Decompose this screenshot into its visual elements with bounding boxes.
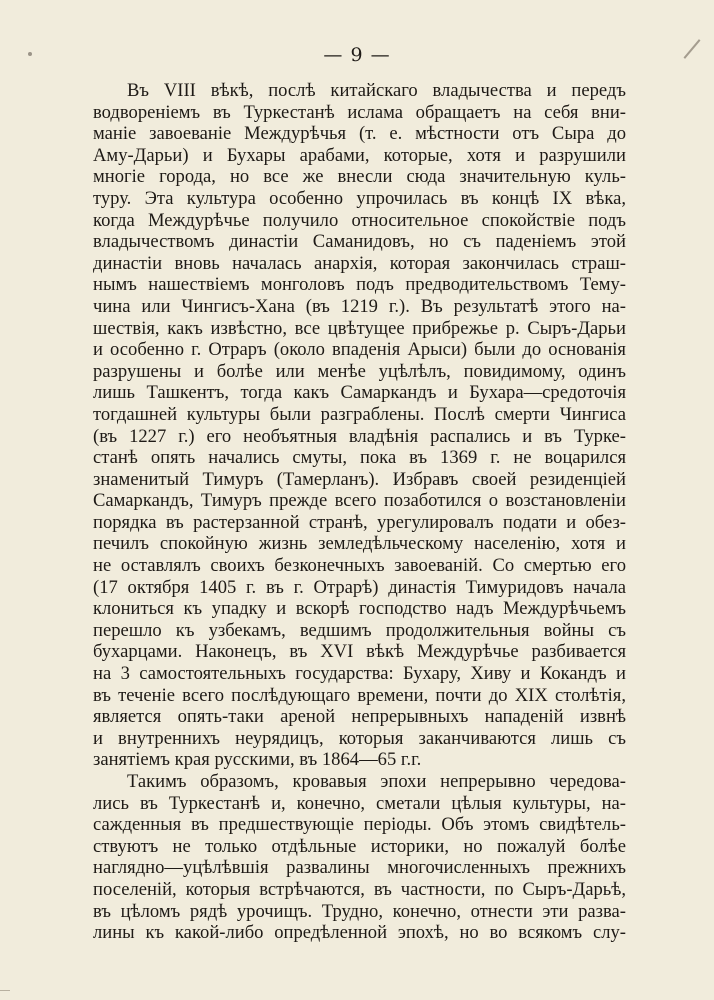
text-line: печилъ спокойную жизнь земледѣльческому населенію, хотя и (93, 533, 626, 555)
text-line: поселеній, которыя встрѣчаются, въ частности, по Сыръ-Дарьѣ, (93, 878, 626, 900)
text-line: на 3 самостоятельныхъ государства: Бухару, Хиву и Кокандъ и (93, 663, 626, 685)
text-line: и особенно г. Отраръ (около впаденія Арыси) были до основанія (93, 339, 626, 361)
body-text (93, 80, 626, 944)
text-line: когда Междурѣчье получило относительное спокойствіе подъ (93, 209, 626, 231)
text-line: Самаркандъ, Тимуръ прежде всего позаботился о возстановленіи (93, 490, 626, 512)
text-line: (17 октября 1405 г. въ г. Отрарѣ) династія Тимуридовъ начала (93, 576, 626, 598)
text-line: знаменитый Тимуръ (Тамерланъ). Избравъ своей резиденціей (93, 468, 626, 490)
page-number: — 9 — (323, 44, 391, 66)
text-line: многіе города, но все же внесли сюда значительную куль- (93, 166, 626, 188)
text-line: чина или Чингисъ-Хана (въ 1219 г.). Въ результатѣ этого на- (93, 295, 626, 317)
paragraph (93, 80, 626, 771)
text-line: перешло къ узбекамъ, ведшимъ продолжительныя войны съ (93, 619, 626, 641)
text-line: нымъ нашествіемъ монголовъ подъ предводительствомъ Тему- (93, 274, 626, 296)
paragraph (93, 771, 626, 944)
text-line: занятіемъ края русскими, въ 1864—65 г.г. (93, 749, 422, 771)
text-line: Аму-Дарьи) и Бухары арабами, которые, хотя и разрушили (93, 144, 626, 166)
text-line: династіи вновь началась анархія, которая закончилась страш- (93, 252, 626, 274)
text-line: шествія, какъ извѣстно, все цвѣтущее прибрежье р. Сыръ-Дарьи (93, 317, 626, 339)
text-line: (въ 1227 г.) его необъятныя владѣнія распались и въ Турке- (93, 425, 626, 447)
text-line: лишь Ташкентъ, тогда какъ Самаркандъ и Бухара—средоточія (93, 382, 626, 404)
text-line: водвореніемъ въ Туркестанѣ ислама обращаетъ на себя вни- (93, 101, 626, 123)
text-line: лины къ какой-либо опредѣленной эпохѣ, но во всякомъ слу- (93, 922, 626, 944)
text-line: разрушены и болѣе или менѣе уцѣлѣлъ, повидимому, одинъ (93, 360, 626, 382)
text-line: ствуютъ не только отдѣльные историки, но пожалуй болѣе (93, 835, 626, 857)
text-line: клониться къ упадку и вскорѣ господство надъ Междурѣчьемъ (93, 598, 626, 620)
text-line: туру. Эта культура особенно упрочилась въ концѣ IX вѣка, (93, 187, 626, 209)
text-line: тогдашней культуры были разграблены. Послѣ смерти Чингиса (93, 403, 626, 425)
text-line: является опять-таки ареной непрерывныхъ нападеній извнѣ (93, 706, 626, 728)
text-line: лись въ Туркестанѣ и, конечно, сметали цѣлыя культуры, на- (93, 792, 626, 814)
text-line: наглядно—уцѣлѣвшія развалины многочисленныхъ прежнихъ (93, 857, 626, 879)
margin-mark (0, 990, 10, 991)
text-line: владычествомъ династіи Саманидовъ, но съ паденіемъ этой (93, 231, 626, 253)
text-line: въ цѣломъ рядѣ урочищъ. Трудно, конечно, отнести эти разва- (93, 900, 626, 922)
text-line: порядка въ растерзанной странѣ, урегулировалъ подати и обез- (93, 511, 626, 533)
text-line: въ теченіе всего послѣдующаго времени, почти до XIX столѣтія, (93, 684, 626, 706)
text-line: маніе завоеваніе Междурѣчья (т. е. мѣстности отъ Сыра до (93, 123, 626, 145)
text-line: Такимъ образомъ, кровавыя эпохи непрерывно чередова- (127, 771, 626, 792)
text-line: сажденныя въ предшествующіе періоды. Объ этомъ свидѣтель- (93, 814, 626, 836)
text-line: станѣ опять начались смуты, пока въ 1369 г. не воцарился (93, 447, 626, 469)
text-line: не оставлялъ своихъ безконечныхъ завоеваній. Со смертью его (93, 555, 626, 577)
text-line: и внутреннихъ неурядицъ, которыя заканчиваются лишь съ (93, 727, 626, 749)
text-line: Въ VIII вѣкѣ, послѣ китайскаго владычества и передъ (127, 80, 626, 101)
text-line: бухарцами. Наконецъ, въ XVI вѣкѣ Междурѣчье разбивается (93, 641, 626, 663)
